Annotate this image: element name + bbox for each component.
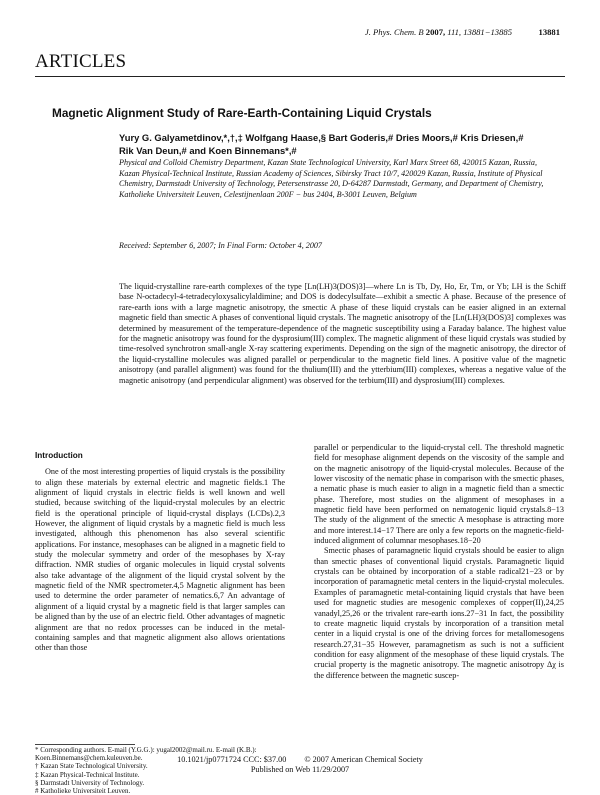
journal-citation: J. Phys. Chem. B 2007, 111, 13881−13885: [364, 27, 512, 37]
footnote: # Katholieke Universiteit Leuven.: [35, 787, 131, 795]
footnote: * Corresponding authors. E-mail (Y.G.G.): yugal2002@mail.ru. E-mail (K.B.): Koen.Binnemans@chem.kuleuven.be.: [35, 746, 257, 763]
published-date: Published on Web 11/29/2007: [250, 764, 350, 774]
running-header: [0, 27, 600, 41]
publication-info: [0, 755, 600, 774]
body-paragraph: One of the most interesting properties of liquid crystals is the possibility to align these materials by external electric and magnetic fields.1 The alignment of liquid crystals in electric fields is well known and well studied, because switching of the liquid-crystal molecules by an electric field is the operational principle of liquid-crystal displays (LCDs).2,3 However, the alignment of liquid crystals by a magnetic field is much less investigated, although this phenomenon has also several scientific applications. For instance, mesophases can be aligned in a magnetic field to study the molecular symmetry and order of the mesophases by X-ray diffraction. NMR studies of organic molecules in liquid crystal solvents also take advantage of the alignment of the liquid crystal solvent by the magnetic field of the NMR spectrometer.4,5 Magnetic alignment has been used to determine the order parameter of nematics.6,7 An advantage of alignment of a liquid crystal by a magnetic field is that larger samples can be aligned than by the use of an electric field. Other advantages of magnetic alignment are that no redox processes can be induced in the metal-containing samples and that magnetic alignment also allows orientations other than those: [35, 467, 285, 653]
footnote: ‡ Kazan Physical-Technical Institute.: [35, 770, 140, 779]
authors-line-2: Rik Van Deun,# and Koen Binnemans*,#: [119, 145, 297, 156]
body-paragraph: Smectic phases of paramagnetic liquid crystals should be easier to align than smectic phases of conventional liquid crystals. Paramagnetic liquid crystals can be obtained by incorporation of a stable radical21−23 or by incorporation of paramagnetic metal centers in the liquid-crystal molecules. Examples of paramagnetic metal-containing liquid crystals that have been used for magnetic studies are mesogenic complexes of copper(II),24,25 vanadyl,25,26 or the trivalent rare-earth ions.27−31 In fact, the possibility to create magnetic liquid crystals by incorporation of a transition metal center in a liquid crystal is one of the driving forces for metallomesogens research.27,31−35 However, paramagnetism as such is not a sufficient condition for easy alignment of the mesophase of these liquid crystals. The crucial property is the magnetic anisotropy. The magnetic anisotropy Δχ is the difference between the magnetic suscep-: [314, 546, 564, 680]
received-dates: Received: September 6, 2007; In Final Form: October 4, 2007: [119, 241, 322, 250]
footnote: § Darmstadt University of Technology.: [35, 778, 145, 787]
footnote-rule: [35, 744, 135, 745]
right-column: [314, 443, 564, 681]
header-rule: [35, 76, 565, 77]
body-paragraph: parallel or perpendicular to the liquid-crystal cell. The threshold magnetic field for mesophase alignment depends on the viscosity of the sample and on the magnetic anisotropy of the liquid-crystal molecules. Because of the lower viscosity of the nematic phase in comparison with the smectic phases, a nematic phase is much easier to align in a magnetic field than a smectic phase. Therefore, most studies on the alignment of mesophases in a magnetic field have been performed on nematogenic liquid crystals.8−13 The study of the alignment of the smectic A mesophase is attracting more and more interest.14−17 There are only a few reports on the magnetic-field-induced alignment of columnar mesophases.18−20: [314, 443, 564, 546]
authors-line-1: Yury G. Galyametdinov,*,†,‡ Wolfgang Haase,§ Bart Goderis,# Dries Moors,# Kris Driesen,#: [119, 132, 524, 143]
author-list: [119, 131, 559, 157]
section-label: ARTICLES: [35, 51, 127, 72]
footnote: † Kazan State Technological University.: [35, 762, 148, 771]
copyright: © 2007 American Chemical Society: [304, 755, 423, 764]
left-column: [35, 451, 285, 654]
abstract: The liquid-crystalline rare-earth complexes of the type [Ln(LH)3(DOS)3]—where Ln is Tb, Dy, Ho, Er, Tm, or Yb; LH is the Schiff base N-octadecyl-4-tetradecyloxysalicylaldimine; and DOS is dodecylsulfate—exhibit a smectic A phase. Because of the presence of rare-earth ions with a large magnetic anisotropy, the smectic A phase of these liquid crystals can be easier aligned in an external magnetic field than smectic A phases of conventional liquid crystals. The magnetic anisotropy of the [Ln(LH)3(DOS)3] complexes was determined by measurement of the temperature-dependence of the magnetic susceptibility using a Faraday balance. The highest value for the magnetic anisotropy was found for the dysprosium(III) complex. The magnetic alignment of these liquid crystals was studied by time-resolved synchrotron small-angle X-ray scattering experiments. Depending on the sign of the magnetic anisotropy, the director of the liquid-crystalline molecules was aligned parallel or perpendicular to the magnetic field lines. A positive value of the magnetic anisotropy (and parallel alignment) was found for the thulium(III) and the ytterbium(III) complexes, whereas a negative value of the magnetic anisotropy (and perpendicular alignment) was observed for the terbium(III) and dysprosium(III) complexes.: [119, 282, 566, 385]
section-heading-introduction: Introduction: [35, 451, 83, 460]
page-number: 13881: [538, 27, 560, 37]
affiliations: Physical and Colloid Chemistry Department, Kazan State Technological University, Karl Marx Street 68, 420015 Kazan, Russia, Kazan Physical-Technical Institute, Russian Academy of Sciences, Sibirsky Tract 10/7, 420029 Kazan, Russia, Institute of Physical Chemistry, Darmstadt University of Technology, Petersenstrasse 20, D-64287 Darmstadt, Germany, and Department of Chemistry, Katholieke Universiteit Leuven, Celestijnenlaan 200F − bus 2404, B-3001 Leuven, Belgium: [119, 158, 544, 199]
doi-cost: 10.1021/jp0771724 CCC: $37.00: [177, 755, 287, 764]
article-title: Magnetic Alignment Study of Rare-Earth-Containing Liquid Crystals: [52, 106, 432, 120]
